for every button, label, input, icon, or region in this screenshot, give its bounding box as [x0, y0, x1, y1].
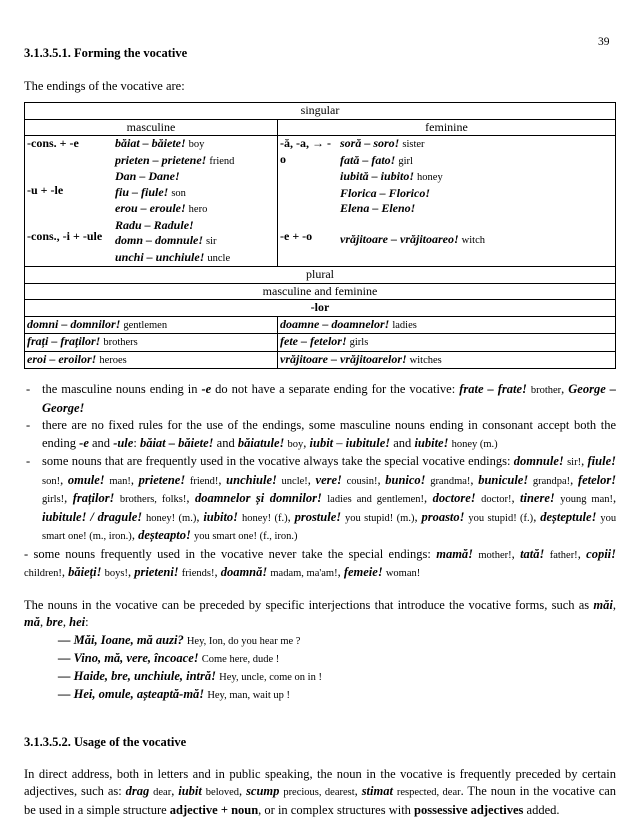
interjection-example: — Hei, omule, așteaptă-mă! Hey, man, wait up ! — [58, 686, 291, 701]
note-masculine-e: - the masculine nouns ending in -e do not have a separate ending for the vocative: frate – frate! brother, George – George! — [24, 381, 616, 417]
lor-ending: -lor — [25, 300, 616, 317]
note-no-fixed-rules: - there are no fixed rules for the use of the endings, some masculine nouns ending in consonant accept both the ending -e and -ule: băiat – băiete! and băiatule! boy, iubit – iubitule! and iubite! honey (m.) — [24, 417, 616, 453]
intro-text: The endings of the vocative are: — [24, 79, 185, 93]
interjection-example: — Măi, Ioane, mă auzi? Hey, Ion, do you hear me ? — [58, 632, 301, 647]
masc-fem-header: masculine and feminine — [25, 283, 616, 300]
note-never-special: - some nouns frequently used in the vocative never take the special endings: mamă! mother!, tată! father!, copii! children!, băieți! boys!, prieteni! friends!, doamnă! madam, ma'am!, femeie! woman! — [24, 546, 616, 579]
interjection-example: — Haide, bre, unchiule, intră! Hey, uncle, come on in ! — [58, 668, 322, 683]
vocative-endings-table: singular masculine feminine -cons. + -e -u + -le -cons., -i + -ule băiat – băiete! boy prieten – prietene! friend Dan – Dane! fiu – fiule! son erou – eroule! hero Radu – Radule! domn – domnule! sir unchi – unchiule! uncle -ă, -a, → - o -e + -o soră – soro! sister fată – fato! girl iubită – iubito! honey Florica – Florico! Elena – Eleno! vrăjitoare – vrăjitoareo! witch plural masculine and feminine -lor domni – domnilor! gentlemen doamne – doamnelor! ladies frați – fraților! brothers fete – fetelor! girls eroi – eroilor! heroes vrăjitoare – vrăjitoarelor! witches — [24, 102, 616, 369]
interjections-paragraph: The nouns in the vocative can be preceded by specific interjections that introduce the vocative forms, such as măi, mă, bre, hei: — [24, 597, 616, 629]
section-heading-usage: 3.1.3.5.2. Usage of the vocative — [24, 734, 187, 749]
plural-right: doamne – doamnelor! ladies — [278, 316, 616, 334]
feminine-header: feminine — [278, 119, 616, 136]
masc-endings: -cons. + -e -u + -le -cons., -i + -ule — [25, 136, 114, 267]
page-content — [24, 45, 616, 819]
note-special-endings: - some nouns that are frequently used in the vocative always take the special vocative endings: domnule! sir!, fiule! son!, omule! man!, prietene! friend!, unchiule! uncle!, vere! cousin!, bunico! grandma!, bunicule! grandpa!, fetelor! girls!, fraților! brothers, folks!, doamnelor și domnilor! ladies and gentlemen!, doctore! doctor!, tinere! young man!, iubitule! / dragule! honey! (m.), iubito! honey! (f.), prostule! you stupid! (m.), proasto! you stupid! (f.), deșteptule! you smart one! (m., iron.), deșteapto! you smart one! (f., iron.) — [24, 453, 616, 546]
masc-examples: băiat – băiete! boy prieten – prietene! friend Dan – Dane! fiu – fiule! son erou – eroule! hero Radu – Radule! domn – domnule! sir unchi – unchiule! uncle — [113, 136, 278, 267]
interjection-example: — Vino, mă, vere, încoace! Come here, dude ! — [58, 650, 280, 665]
plural-left: domni – domnilor! gentlemen — [25, 316, 278, 334]
fem-endings: -ă, -a, → - o -e + -o — [278, 136, 339, 267]
masculine-header: masculine — [25, 119, 278, 136]
section-heading-forming: 3.1.3.5.1. Forming the vocative — [24, 46, 188, 60]
fem-examples: soră – soro! sister fată – fato! girl iubită – iubito! honey Florica – Florico! Elena – Eleno! vrăjitoare – vrăjitoareo! witch — [338, 136, 616, 267]
plural-header: plural — [25, 267, 616, 284]
page-number: 39 — [598, 36, 610, 48]
singular-header: singular — [25, 103, 616, 120]
notes-list — [24, 381, 616, 546]
usage-paragraph: In direct address, both in letters and in public speaking, the noun in the vocative is frequently preceded by certain adjectives, such as: drag dear, iubit beloved, scump precious, dearest, stimat respected, dear. The noun in the vocative can be used in a simple structure adjective + noun, or in complex structures with possessive adjectives added. — [24, 766, 617, 817]
